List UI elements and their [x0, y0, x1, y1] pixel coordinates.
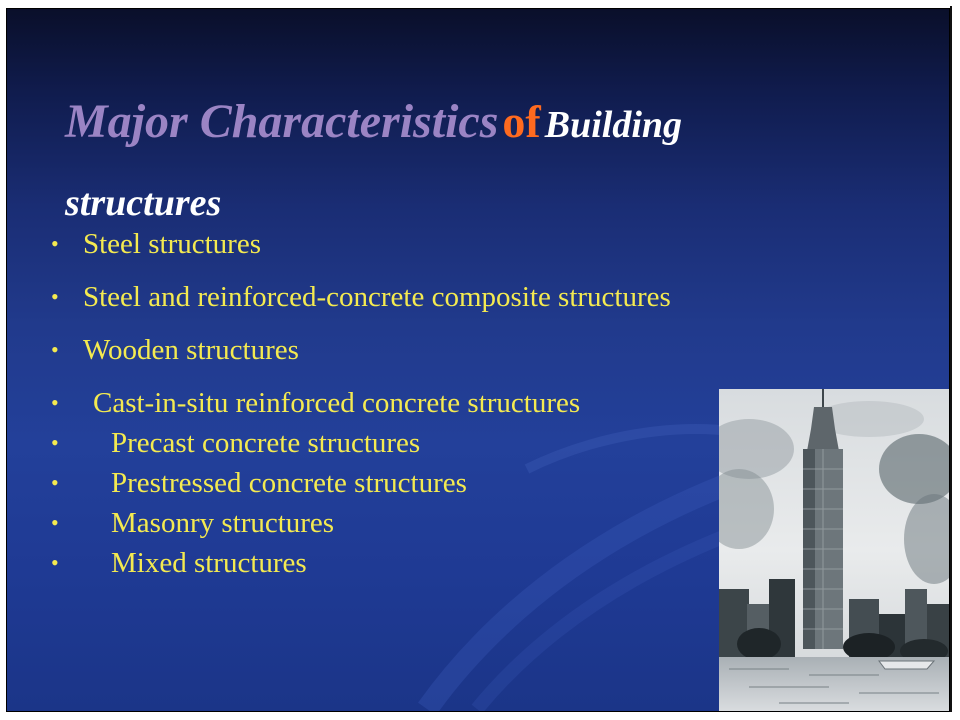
bullet-text: Steel and reinforced-concrete composite structures	[83, 281, 671, 313]
bullet-dot-icon: •	[51, 470, 59, 495]
title-building: Building	[544, 104, 683, 146]
bullet-dot-icon: •	[51, 231, 59, 256]
title-of: of	[502, 96, 541, 147]
bullet-dot-icon: •	[51, 284, 59, 309]
bullet-text: Wooden structures	[83, 334, 299, 366]
bullet-text: Mixed structures	[111, 547, 307, 579]
bullet-text: Cast-in-situ reinforced concrete structures	[93, 387, 581, 419]
title-structures: structures	[65, 182, 222, 224]
bullet-dot-icon: •	[51, 430, 59, 455]
bullet-text: Prestressed concrete structures	[111, 467, 467, 499]
bullet-text: Masonry structures	[111, 507, 335, 539]
bullet-text: Steel structures	[83, 228, 261, 260]
skyscraper-painting-image	[719, 389, 949, 711]
bullet-dot-icon: •	[51, 390, 59, 415]
bullet-dot-icon: •	[51, 337, 59, 362]
bullet-text: Precast concrete structures	[111, 427, 421, 459]
bullet-dot-icon: •	[51, 550, 59, 575]
right-border-line	[950, 6, 952, 712]
bullet-dot-icon: •	[51, 510, 59, 535]
slide-title	[65, 87, 885, 246]
title-major-characteristics: Major Characteristics	[65, 95, 499, 148]
slide	[6, 8, 950, 712]
